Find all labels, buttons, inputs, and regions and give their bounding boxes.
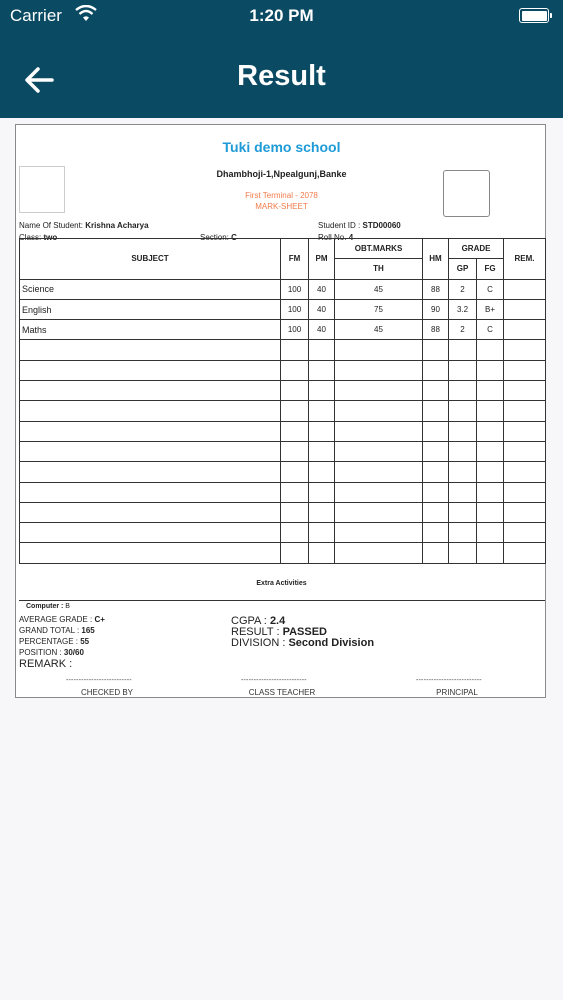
table-row: [20, 299, 546, 319]
status-bar: [0, 0, 563, 32]
cell-empty: [477, 340, 504, 360]
cell-empty: [477, 523, 504, 543]
cell-empty: [281, 381, 309, 401]
principal-label: PRINCIPAL: [436, 688, 478, 697]
class-label: Class:: [19, 233, 42, 242]
cell-empty: [504, 360, 546, 380]
table-row: [20, 279, 546, 299]
cell-empty: [423, 340, 449, 360]
cell-empty: [477, 360, 504, 380]
cell-subject: Maths: [20, 320, 281, 340]
cell-empty: [20, 482, 281, 502]
school-logo: [19, 166, 65, 213]
cell-empty: [309, 523, 335, 543]
cell-empty: [449, 441, 477, 461]
cell-empty: [477, 441, 504, 461]
grand-total-label: GRAND TOTAL :: [19, 626, 80, 635]
cell-empty: [309, 401, 335, 421]
cell-fm: 100: [281, 320, 309, 340]
school-address: Dhambhoji-1,Npealgunj,Banke: [216, 169, 347, 179]
cell-empty: [423, 441, 449, 461]
position-label: POSITION :: [19, 648, 62, 657]
cell-empty: [281, 340, 309, 360]
student-name-row: [19, 221, 149, 230]
cell-empty: [504, 462, 546, 482]
cell-empty: [504, 381, 546, 401]
doc-title: MARK-SHEET: [255, 202, 308, 211]
header-subject: SUBJECT: [20, 239, 281, 280]
cell-empty: [281, 523, 309, 543]
cell-empty: [449, 401, 477, 421]
clock: 1:20 PM: [249, 6, 314, 25]
cell-pm: 40: [309, 299, 335, 319]
battery-icon: [519, 8, 549, 23]
average-grade: C+: [94, 615, 105, 624]
cell-empty: [335, 401, 423, 421]
percentage-label: PERCENTAGE :: [19, 637, 78, 646]
marks-table: [19, 238, 546, 564]
table-row-empty: [20, 441, 546, 461]
cell-empty: [504, 482, 546, 502]
cell-empty: [309, 340, 335, 360]
divider: [19, 600, 545, 601]
cell-empty: [504, 502, 546, 522]
table-row-empty: [20, 421, 546, 441]
computer-label: Computer :: [26, 603, 64, 610]
average-grade-label: AVERAGE GRADE :: [19, 615, 93, 624]
cell-fg: C: [477, 320, 504, 340]
cell-empty: [477, 401, 504, 421]
table-row-empty: [20, 340, 546, 360]
cell-empty: [504, 543, 546, 563]
signature-line-teacher: --------------------------: [241, 677, 307, 684]
cell-empty: [20, 381, 281, 401]
cell-fg: C: [477, 279, 504, 299]
cell-empty: [449, 381, 477, 401]
cell-empty: [309, 381, 335, 401]
cell-hm: 90: [423, 299, 449, 319]
terminal-name: First Terminal - 2078: [245, 191, 318, 200]
table-row-empty: [20, 523, 546, 543]
cell-empty: [281, 421, 309, 441]
cell-empty: [335, 340, 423, 360]
cell-empty: [477, 462, 504, 482]
cell-empty: [281, 482, 309, 502]
average-grade-row: [19, 615, 105, 624]
cell-empty: [504, 441, 546, 461]
header-gp: GP: [449, 259, 477, 279]
page-title: Result: [237, 60, 326, 92]
cell-empty: [423, 360, 449, 380]
cell-empty: [449, 462, 477, 482]
position-row: [19, 648, 84, 657]
roll-label: Roll No.: [318, 233, 347, 242]
cell-pm: 40: [309, 320, 335, 340]
mark-sheet: [15, 124, 546, 698]
cell-fm: 100: [281, 279, 309, 299]
table-row-empty: [20, 360, 546, 380]
cell-pm: 40: [309, 279, 335, 299]
cell-empty: [281, 360, 309, 380]
cell-empty: [281, 502, 309, 522]
student-id-label: Student ID :: [318, 221, 361, 230]
cell-empty: [423, 401, 449, 421]
cell-empty: [449, 340, 477, 360]
cell-empty: [335, 441, 423, 461]
cell-empty: [504, 523, 546, 543]
section-label: Section:: [200, 233, 229, 242]
cell-empty: [504, 340, 546, 360]
header-grade: GRADE: [449, 239, 504, 259]
header-th: TH: [335, 259, 423, 279]
cell-empty: [281, 401, 309, 421]
cell-empty: [335, 502, 423, 522]
cell-empty: [309, 360, 335, 380]
cell-empty: [309, 441, 335, 461]
table-row: [20, 320, 546, 340]
table-row-empty: [20, 482, 546, 502]
carrier-label: Carrier: [10, 6, 62, 25]
cell-empty: [477, 421, 504, 441]
cell-empty: [335, 543, 423, 563]
table-row-empty: [20, 462, 546, 482]
division-row: [231, 637, 374, 649]
cell-empty: [281, 462, 309, 482]
student-id-row: [318, 221, 401, 230]
cell-empty: [449, 482, 477, 502]
cell-th: 45: [335, 320, 423, 340]
cell-empty: [449, 543, 477, 563]
table-row-empty: [20, 543, 546, 563]
cell-empty: [20, 360, 281, 380]
cell-rem: [504, 279, 546, 299]
cell-empty: [449, 523, 477, 543]
division: Second Division: [288, 637, 375, 649]
cell-hm: 88: [423, 320, 449, 340]
cell-th: 45: [335, 279, 423, 299]
student-id: STD00060: [362, 221, 401, 230]
header-fg: FG: [477, 259, 504, 279]
header-fm: FM: [281, 239, 309, 280]
table-row-empty: [20, 381, 546, 401]
header-hm: HM: [423, 239, 449, 280]
student-photo: [443, 170, 490, 217]
result: PASSED: [282, 626, 327, 638]
cell-empty: [335, 523, 423, 543]
cell-empty: [477, 543, 504, 563]
cell-empty: [504, 401, 546, 421]
cell-empty: [423, 543, 449, 563]
cell-empty: [20, 543, 281, 563]
position: 30/60: [63, 648, 84, 657]
cell-empty: [449, 502, 477, 522]
section-value: C: [231, 233, 237, 242]
cell-empty: [281, 441, 309, 461]
computer-row: [26, 603, 70, 610]
cell-empty: [20, 441, 281, 461]
cell-empty: [335, 360, 423, 380]
cell-empty: [477, 502, 504, 522]
cell-rem: [504, 299, 546, 319]
cell-empty: [423, 381, 449, 401]
cell-empty: [20, 340, 281, 360]
cell-empty: [423, 502, 449, 522]
cell-empty: [423, 462, 449, 482]
student-name-label: Name Of Student:: [19, 221, 84, 230]
app-header: [0, 0, 563, 118]
cell-th: 75: [335, 299, 423, 319]
cell-subject: English: [20, 299, 281, 319]
cell-rem: [504, 320, 546, 340]
cell-empty: [449, 360, 477, 380]
remark-label: REMARK :: [19, 658, 73, 670]
signature-line-principal: --------------------------: [416, 677, 482, 684]
table-row-empty: [20, 401, 546, 421]
percentage-row: [19, 637, 89, 646]
cell-empty: [423, 523, 449, 543]
cell-empty: [423, 421, 449, 441]
cell-empty: [20, 502, 281, 522]
cell-empty: [335, 462, 423, 482]
division-label: DIVISION :: [231, 637, 286, 649]
cell-empty: [477, 482, 504, 502]
cell-empty: [309, 543, 335, 563]
cell-empty: [20, 523, 281, 543]
cell-empty: [477, 381, 504, 401]
cell-gp: 3.2: [449, 299, 477, 319]
table-row-empty: [20, 502, 546, 522]
signature-line-checked: --------------------------: [66, 677, 132, 684]
student-name: Krishna Acharya: [85, 221, 149, 230]
cell-empty: [309, 462, 335, 482]
cell-empty: [504, 421, 546, 441]
class-value: two: [43, 233, 58, 242]
cell-gp: 2: [449, 320, 477, 340]
cell-empty: [335, 421, 423, 441]
computer-grade: B: [65, 603, 70, 610]
cell-empty: [20, 421, 281, 441]
cell-empty: [335, 381, 423, 401]
header-obt-marks: OBT.MARKS: [335, 239, 423, 259]
result-label: RESULT :: [231, 626, 280, 638]
cell-empty: [335, 482, 423, 502]
cell-empty: [309, 502, 335, 522]
cell-fg: B+: [477, 299, 504, 319]
cell-empty: [423, 482, 449, 502]
cell-hm: 88: [423, 279, 449, 299]
cell-fm: 100: [281, 299, 309, 319]
grand-total: 165: [81, 626, 95, 635]
cell-empty: [309, 482, 335, 502]
school-name: Tuki demo school: [222, 139, 341, 155]
cgpa: 2.4: [269, 615, 286, 627]
header-pm: PM: [309, 239, 335, 280]
header-rem: REM.: [504, 239, 546, 280]
cgpa-label: CGPA :: [231, 615, 267, 627]
percentage: 55: [80, 637, 90, 646]
cell-empty: [20, 462, 281, 482]
cell-gp: 2: [449, 279, 477, 299]
extra-activities-heading: Extra Activities: [256, 580, 307, 587]
cell-subject: Science: [20, 279, 281, 299]
cell-empty: [449, 421, 477, 441]
roll-value: 4: [348, 233, 354, 242]
class-teacher-label: CLASS TEACHER: [248, 688, 316, 697]
cell-empty: [309, 421, 335, 441]
cell-empty: [20, 401, 281, 421]
checked-by-label: CHECKED BY: [80, 688, 133, 697]
cell-empty: [281, 543, 309, 563]
grand-total-row: [19, 626, 95, 635]
